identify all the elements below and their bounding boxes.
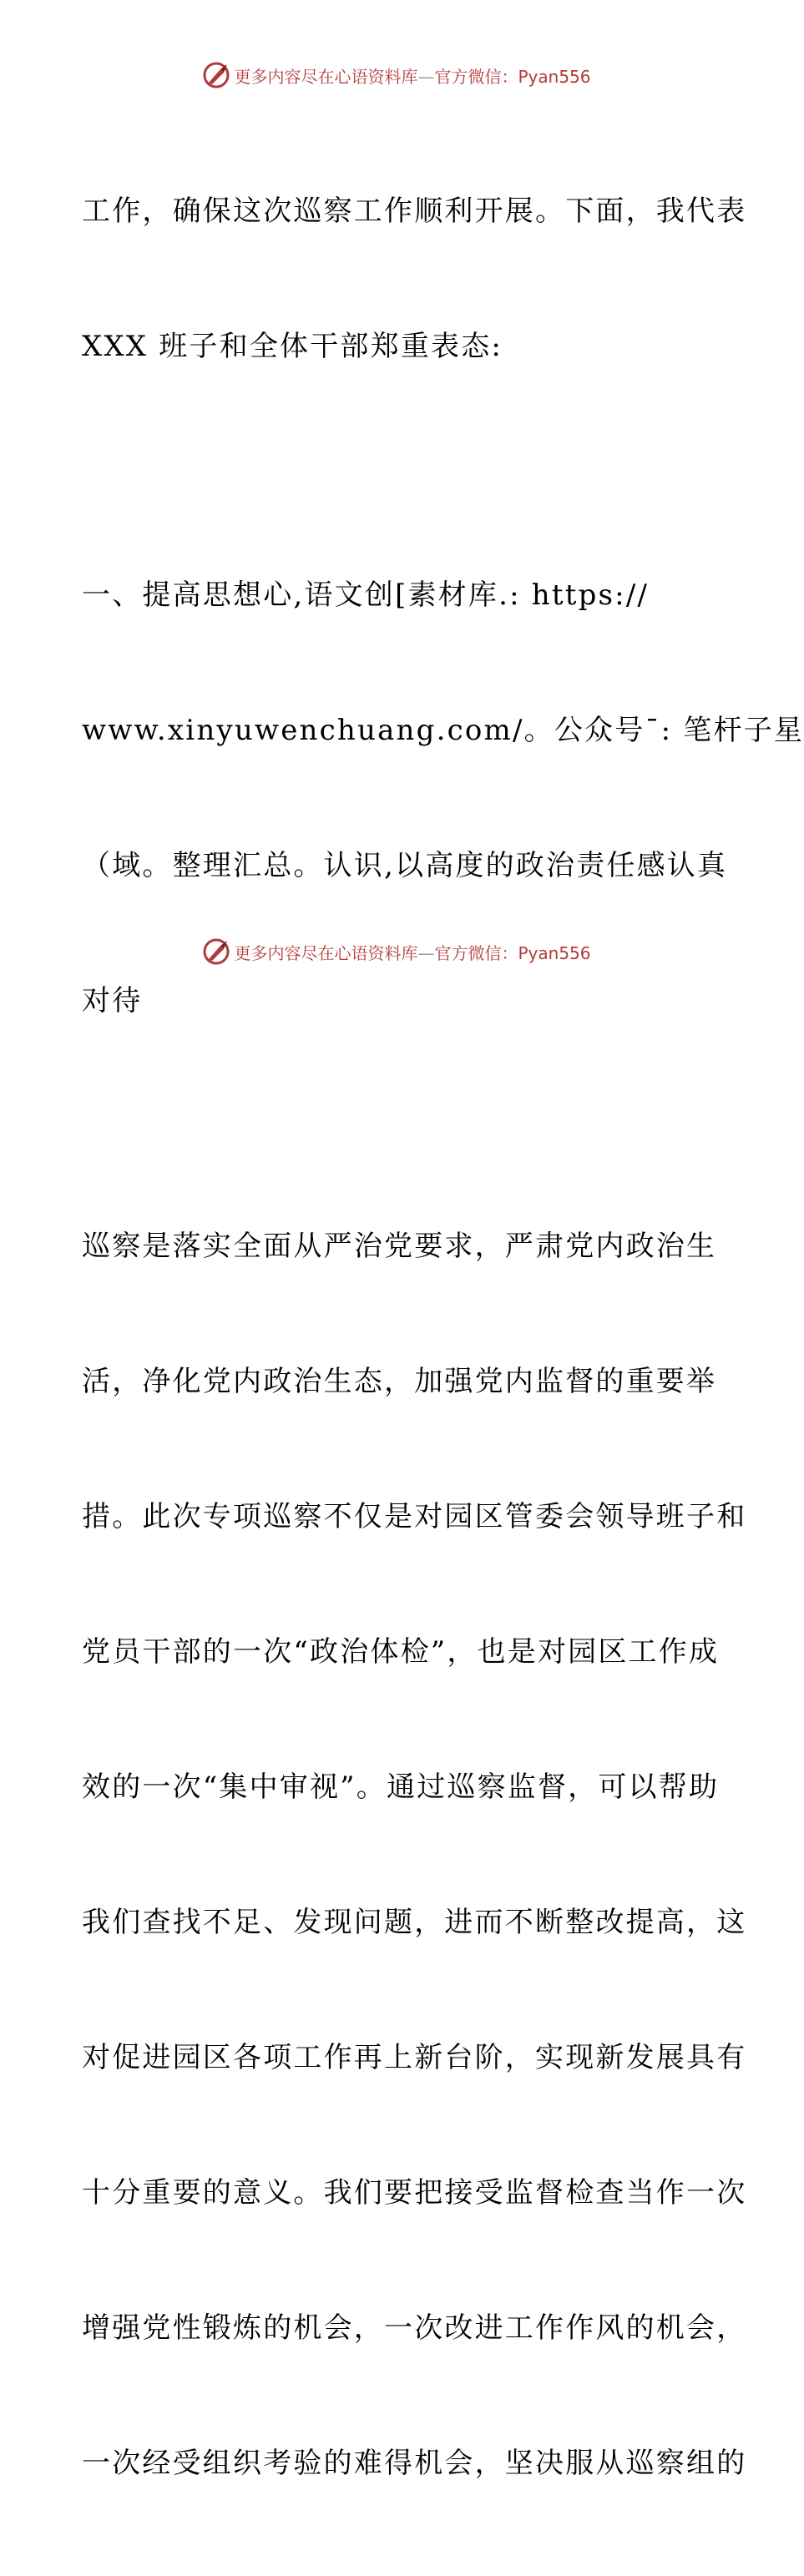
header-watermark xyxy=(0,57,793,93)
text-line: 活，净化党内政治生态，加强党内监督的重要举 xyxy=(82,1365,717,1398)
text-line: 巡察是落实全面从严治党要求，严肃党内政治生 xyxy=(82,1230,717,1263)
text-line: 措。此次专项巡察不仅是对园区管委会领导班子和 xyxy=(82,1500,747,1533)
text-line: 党员干部的一次“政治体检”，也是对园区工作成 xyxy=(82,1635,720,1669)
text-line: www.xinyuwenchuang.com/。公众号¯: 笔杆子星 xyxy=(82,714,804,747)
paragraph-body xyxy=(82,1134,747,2576)
quill-logo-icon xyxy=(202,61,230,89)
text-line: （域。整理汇总。认识,以高度的政治责任感认真 xyxy=(82,849,728,882)
watermark-text: 更多内容尽在心语资料库—官方微信：Pyan556 xyxy=(234,942,591,963)
watermark-text: 更多内容尽在心语资料库—官方微信：Pyan556 xyxy=(234,66,591,87)
paragraph-intro xyxy=(82,98,747,459)
text-line: 十分重要的意义。我们要把接受监督检查当作一次 xyxy=(82,2176,747,2210)
footer-watermark xyxy=(0,933,793,970)
text-line: 增强党性锻炼的机会，一次改进工作作风的机会， xyxy=(82,2311,747,2345)
text-line: 我们查找不足、发现问题，进而不断整改提高，这 xyxy=(82,1906,747,1939)
text-line: 对待 xyxy=(82,984,143,1018)
text-line: 工作，确保这次巡察工作顺利开展。下面，我代表 xyxy=(82,194,747,228)
paragraph-heading-one xyxy=(82,482,804,1114)
text-line: 效的一次“集中审视”。通过巡察监督，可以帮助 xyxy=(82,1770,720,1804)
text-line: 一次经受组织考验的难得机会，坚决服从巡察组的 xyxy=(82,2447,747,2480)
text-line: 对促进园区各项工作再上新台阶，实现新发展具有 xyxy=(82,2041,747,2074)
quill-logo-icon xyxy=(202,937,230,966)
text-line: 一、提高思想心,语文创[素材库.: https:// xyxy=(82,578,650,612)
document-body xyxy=(82,98,804,2576)
text-line: XXX 班子和全体干部郑重表态: xyxy=(82,330,503,363)
